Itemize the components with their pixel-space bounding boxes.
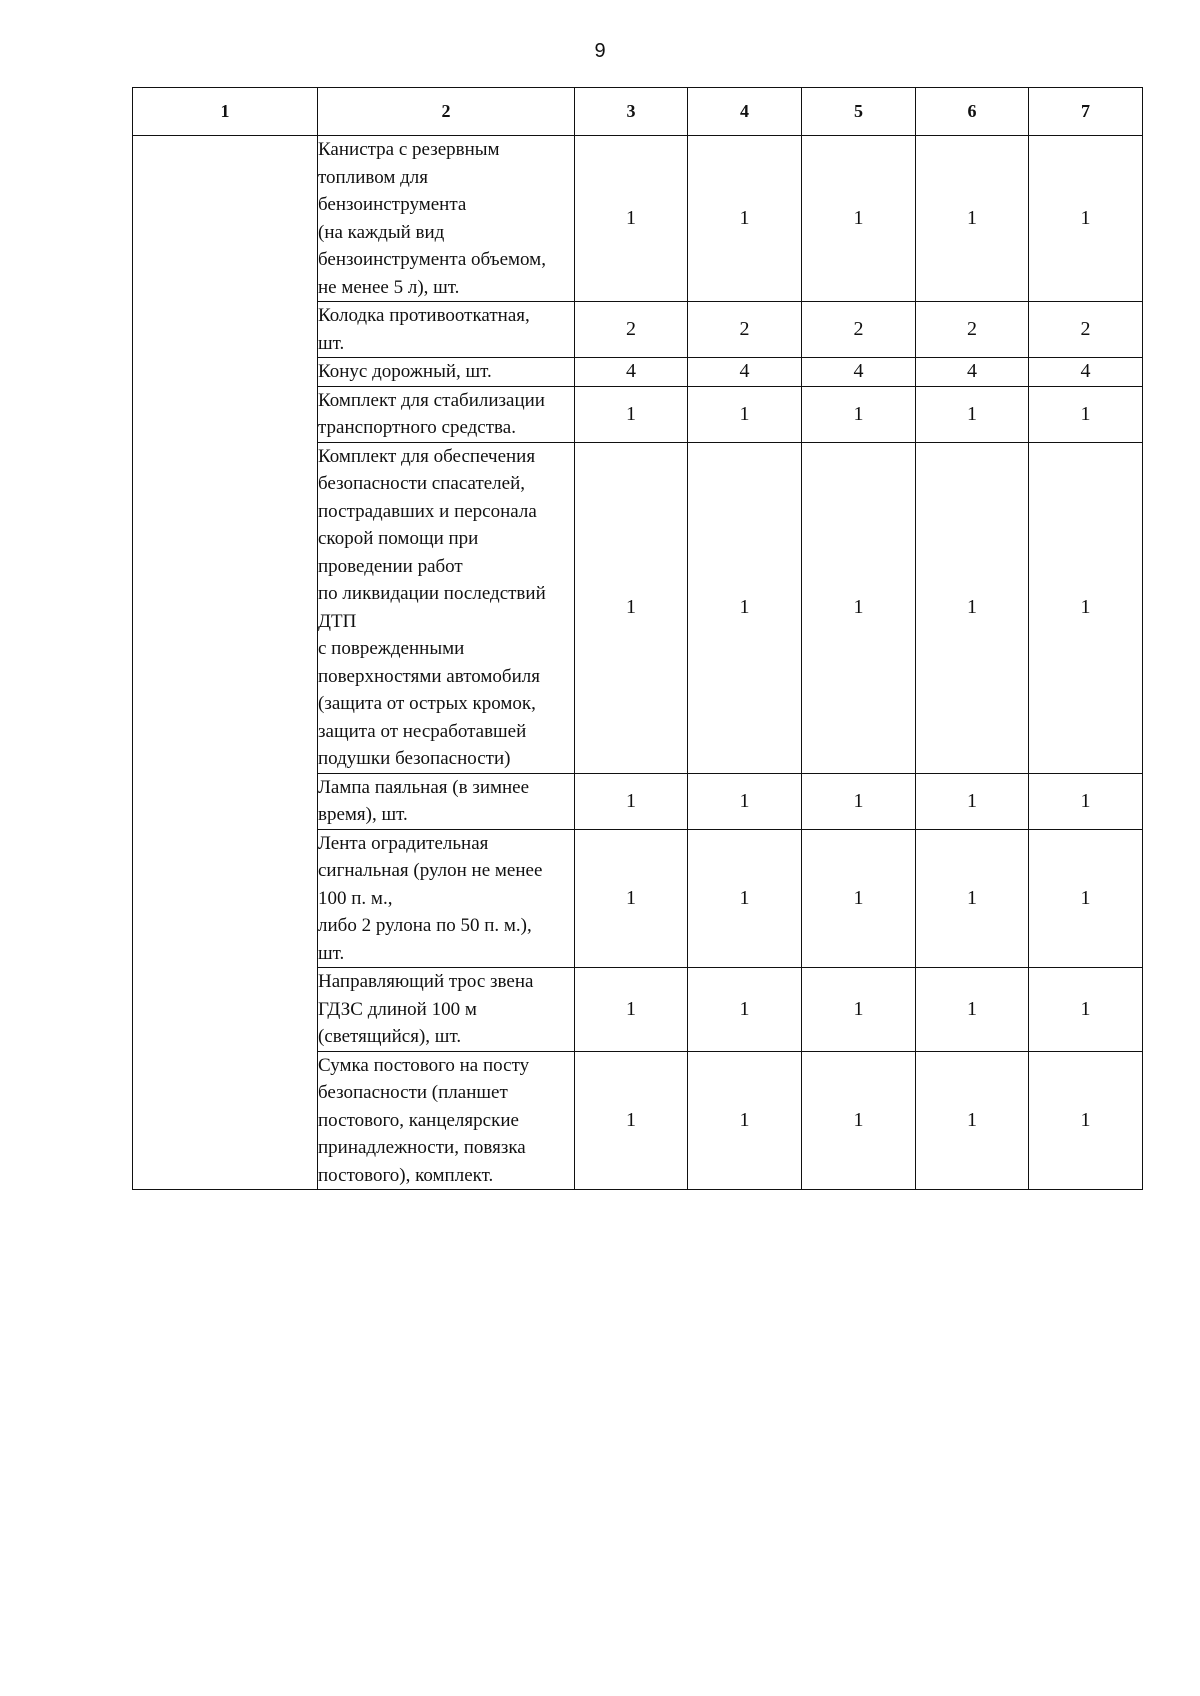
- column-header: 1: [133, 88, 318, 136]
- quantity-cell: 2: [688, 302, 802, 358]
- quantity-cell: 1: [688, 773, 802, 829]
- item-description: Канистра с резервным топливом для бензоинструмента (на каждый вид бензоинструмента объемом, не менее 5 л), шт.: [318, 136, 575, 302]
- item-description: Конус дорожный, шт.: [318, 358, 575, 387]
- item-description: Лампа паяльная (в зимнее время), шт.: [318, 773, 575, 829]
- table-header-row: [133, 88, 1143, 136]
- quantity-cell: 1: [575, 773, 688, 829]
- item-description: Направляющий трос звена ГДЗС длиной 100 м (светящийся), шт.: [318, 968, 575, 1052]
- quantity-cell: 4: [916, 358, 1029, 387]
- quantity-cell: 4: [688, 358, 802, 387]
- column-header: 7: [1029, 88, 1143, 136]
- quantity-cell: 1: [916, 773, 1029, 829]
- quantity-cell: 2: [575, 302, 688, 358]
- column-header: 2: [318, 88, 575, 136]
- column-header: 5: [802, 88, 916, 136]
- quantity-cell: 1: [916, 1051, 1029, 1190]
- table-row: [133, 136, 1143, 302]
- column-header: 6: [916, 88, 1029, 136]
- quantity-cell: 1: [575, 829, 688, 968]
- quantity-cell: 1: [916, 386, 1029, 442]
- quantity-cell: 1: [1029, 1051, 1143, 1190]
- quantity-cell: 1: [688, 442, 802, 773]
- quantity-cell: 1: [688, 136, 802, 302]
- quantity-cell: 1: [575, 136, 688, 302]
- item-description: Колодка противооткатная, шт.: [318, 302, 575, 358]
- quantity-cell: 1: [688, 386, 802, 442]
- quantity-cell: 1: [916, 968, 1029, 1052]
- quantity-cell: 1: [802, 773, 916, 829]
- quantity-cell: 4: [802, 358, 916, 387]
- equipment-table: [132, 87, 1143, 1190]
- item-description: Комплект для стабилизации транспортного средства.: [318, 386, 575, 442]
- item-description: Сумка постового на посту безопасности (планшет постового, канцелярские принадлежности, повязка постового), комплект.: [318, 1051, 575, 1190]
- quantity-cell: 1: [575, 386, 688, 442]
- quantity-cell: 1: [1029, 773, 1143, 829]
- quantity-cell: 4: [1029, 358, 1143, 387]
- item-description: Комплект для обеспечения безопасности спасателей, пострадавших и персонала скорой помощи при проведении работ по ликвидации последствий ДТП с поврежденными поверхностями автомобиля (защита от острых кромок, защита от несработавшей подушки безопасности): [318, 442, 575, 773]
- page-number: 9: [594, 40, 606, 62]
- quantity-cell: 1: [802, 1051, 916, 1190]
- quantity-cell: 1: [802, 968, 916, 1052]
- quantity-cell: 1: [688, 968, 802, 1052]
- item-description: Лента оградительная сигнальная (рулон не менее 100 п. м., либо 2 рулона по 50 п. м.), шт.: [318, 829, 575, 968]
- quantity-cell: 2: [802, 302, 916, 358]
- quantity-cell: 1: [575, 442, 688, 773]
- column-1-cell: [133, 136, 318, 1190]
- quantity-cell: 1: [1029, 829, 1143, 968]
- column-header: 4: [688, 88, 802, 136]
- quantity-cell: 1: [575, 1051, 688, 1190]
- column-header: 3: [575, 88, 688, 136]
- quantity-cell: 1: [916, 442, 1029, 773]
- quantity-cell: 1: [1029, 968, 1143, 1052]
- quantity-cell: 1: [1029, 442, 1143, 773]
- quantity-cell: 1: [802, 442, 916, 773]
- quantity-cell: 1: [916, 829, 1029, 968]
- quantity-cell: 1: [802, 386, 916, 442]
- quantity-cell: 1: [802, 136, 916, 302]
- quantity-cell: 1: [802, 829, 916, 968]
- quantity-cell: 4: [575, 358, 688, 387]
- quantity-cell: 1: [916, 136, 1029, 302]
- quantity-cell: 1: [688, 829, 802, 968]
- quantity-cell: 1: [688, 1051, 802, 1190]
- quantity-cell: 2: [916, 302, 1029, 358]
- quantity-cell: 1: [1029, 386, 1143, 442]
- quantity-cell: 1: [575, 968, 688, 1052]
- quantity-cell: 1: [1029, 136, 1143, 302]
- quantity-cell: 2: [1029, 302, 1143, 358]
